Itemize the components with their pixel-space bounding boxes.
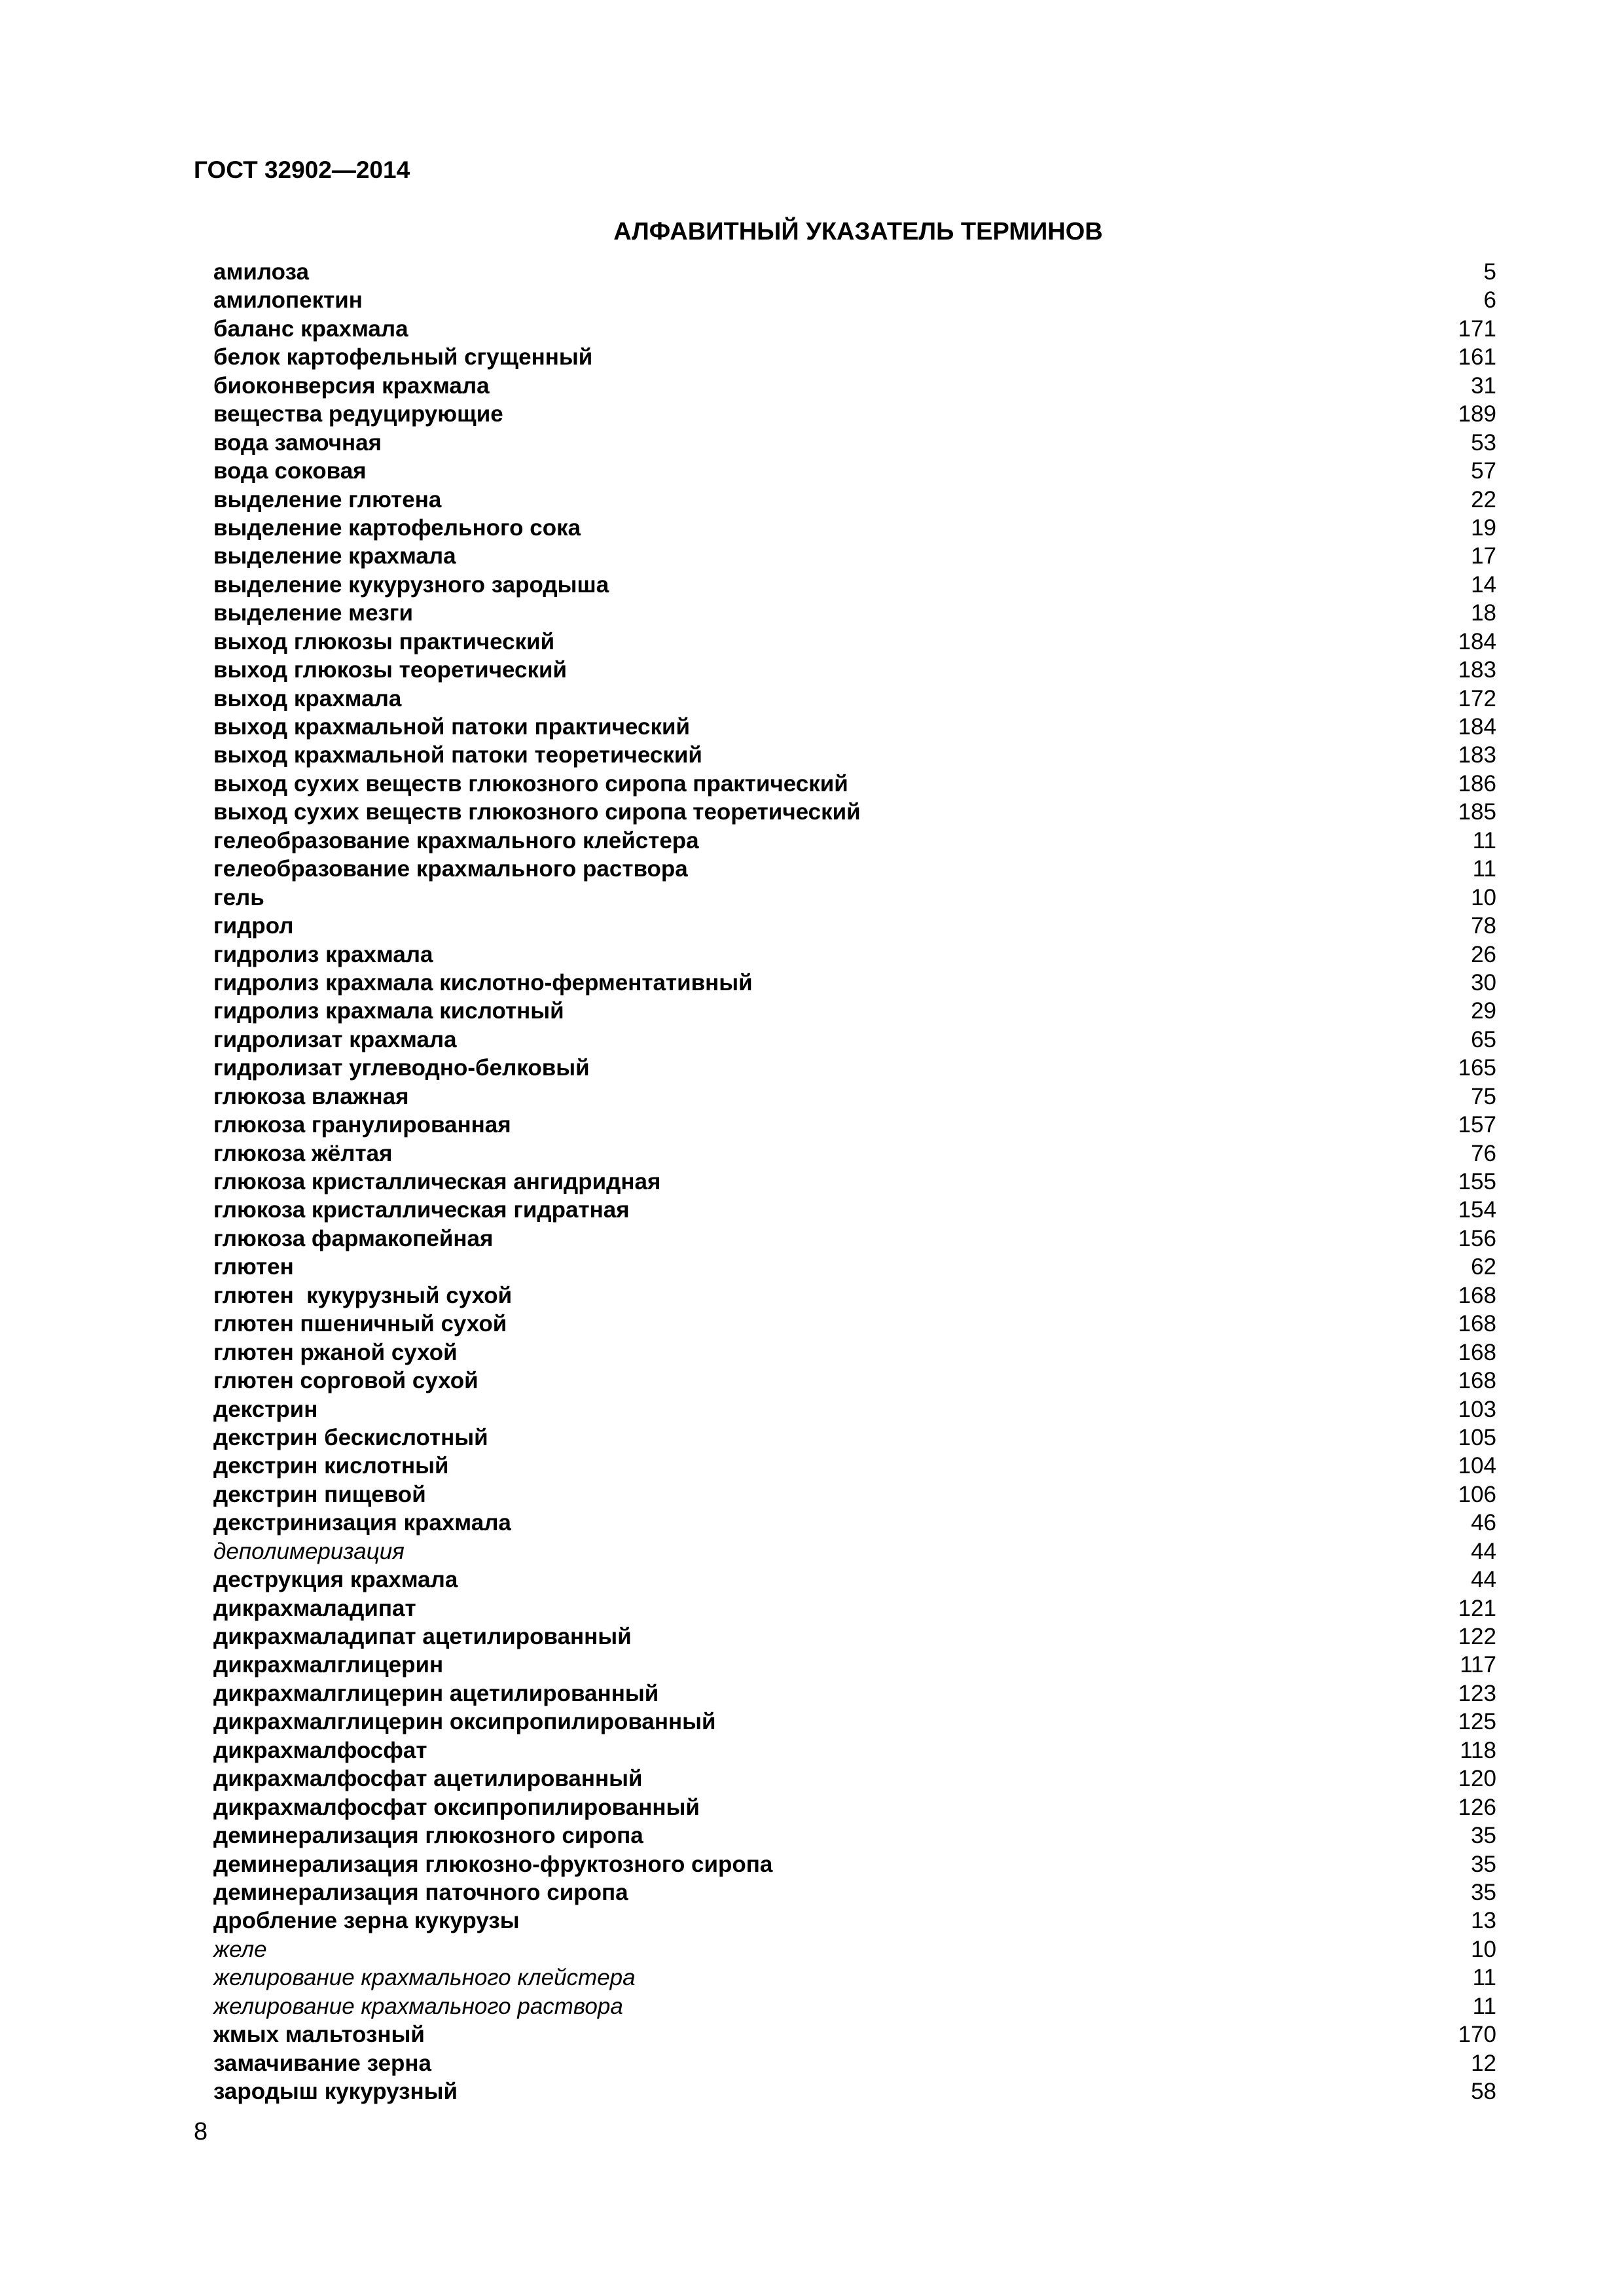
index-entry <box>213 1310 1496 1338</box>
index-entry <box>213 997 1496 1025</box>
index-entry <box>213 1026 1496 1054</box>
index-term: желирование крахмального раствора <box>213 1993 623 2019</box>
index-term: глюкоза кристаллическая ангидридная <box>213 1169 661 1194</box>
index-entry <box>213 1338 1496 1367</box>
index-title: АЛФАВИТНЫЙ УКАЗАТЕЛЬ ТЕРМИНОВ <box>613 218 1103 245</box>
index-term-page: 105 <box>1458 1424 1496 1450</box>
index-term: выход крахмальной патоки практический <box>213 714 691 740</box>
index-term-page: 35 <box>1471 1851 1496 1877</box>
index-term: гель <box>213 884 264 910</box>
index-entry <box>213 770 1496 798</box>
index-entry <box>213 542 1496 570</box>
index-term: выделение глютена <box>213 486 442 512</box>
index-term-page: 65 <box>1471 1026 1496 1052</box>
index-entry <box>213 599 1496 627</box>
index-term: вода замочная <box>213 429 382 456</box>
index-term: жмых мальтозный <box>213 2022 425 2048</box>
term-index-list <box>213 258 1496 2106</box>
index-term-page: 35 <box>1471 1879 1496 1905</box>
index-entry <box>213 1907 1496 1935</box>
index-entry <box>213 1878 1496 1907</box>
index-term-page: 6 <box>1483 287 1496 314</box>
index-term-page: 29 <box>1471 998 1496 1024</box>
index-entry <box>213 571 1496 599</box>
index-term: гидролиз крахмала <box>213 941 433 967</box>
index-term-page: 18 <box>1471 600 1496 626</box>
index-entry <box>213 741 1496 769</box>
index-term-page: 57 <box>1471 458 1496 484</box>
index-entry <box>213 2020 1496 2049</box>
index-term-page: 170 <box>1458 2022 1496 2048</box>
index-term: зародыш кукурузный <box>213 2079 458 2104</box>
index-entry <box>213 1054 1496 1082</box>
index-entry <box>213 2049 1496 2077</box>
index-entry <box>213 1821 1496 1850</box>
index-term-page: 168 <box>1458 1368 1496 1394</box>
index-term: выход глюкозы теоретический <box>213 657 568 683</box>
index-term-page: 106 <box>1458 1481 1496 1507</box>
index-term: амилоза <box>213 259 309 285</box>
index-term-page: 183 <box>1458 657 1496 683</box>
index-term: выделение крахмала <box>213 543 456 569</box>
index-entry <box>213 827 1496 855</box>
index-entry <box>213 1282 1496 1310</box>
index-term-page: 10 <box>1471 1936 1496 1962</box>
index-term: дикрахмаладипат ацетилированный <box>213 1624 632 1649</box>
index-entry <box>213 1424 1496 1452</box>
index-term: декстрин бескислотный <box>213 1424 488 1450</box>
index-entry <box>213 258 1496 286</box>
index-entry <box>213 486 1496 514</box>
index-term-page: 13 <box>1471 1908 1496 1934</box>
index-term: дикрахмалглицерин <box>213 1652 444 1678</box>
index-entry <box>213 656 1496 684</box>
index-entry <box>213 1708 1496 1736</box>
document-code: ГОСТ 32902—2014 <box>194 156 410 183</box>
index-term-page: 168 <box>1458 1282 1496 1308</box>
index-entry <box>213 2077 1496 2106</box>
index-term-page: 168 <box>1458 1339 1496 1365</box>
index-term-page: 121 <box>1458 1595 1496 1621</box>
index-entry <box>213 1623 1496 1651</box>
index-entry <box>213 429 1496 457</box>
index-term-page: 125 <box>1458 1709 1496 1735</box>
index-entry <box>213 457 1496 485</box>
index-entry <box>213 1992 1496 2020</box>
index-entry <box>213 628 1496 656</box>
index-term-page: 118 <box>1460 1737 1496 1763</box>
index-term: дикрахмалфосфат оксипропилированный <box>213 1794 700 1820</box>
index-entry <box>213 1395 1496 1424</box>
index-term-page: 117 <box>1460 1652 1496 1678</box>
index-entry <box>213 514 1496 542</box>
index-term: дикрахмалфосфат <box>213 1737 427 1763</box>
index-term: гидролиз крахмала кислотно-ферментативный <box>213 969 753 996</box>
index-term: баланс крахмала <box>213 315 408 342</box>
index-term-page: 168 <box>1458 1311 1496 1337</box>
index-term: глюкоза фармакопейная <box>213 1225 494 1251</box>
index-term: деполимеризация <box>213 1538 405 1564</box>
index-term-page: 53 <box>1471 429 1496 456</box>
index-entry <box>213 286 1496 314</box>
index-term: выделение картофельного сока <box>213 514 581 541</box>
index-term: глюкоза гранулированная <box>213 1112 511 1138</box>
index-term: выход крахмала <box>213 685 402 711</box>
index-term-page: 122 <box>1458 1624 1496 1649</box>
index-entry <box>213 1168 1496 1196</box>
index-entry <box>213 1480 1496 1509</box>
index-term-page: 165 <box>1458 1055 1496 1081</box>
index-term-page: 103 <box>1458 1396 1496 1422</box>
index-term: глютен ржаной сухой <box>213 1339 458 1365</box>
index-term: глюкоза влажная <box>213 1083 409 1109</box>
index-term: вещества редуцирующие <box>213 401 503 427</box>
index-term: дикрахмаладипат <box>213 1595 416 1621</box>
index-term-page: 126 <box>1458 1794 1496 1820</box>
index-entry <box>213 1537 1496 1566</box>
index-term-page: 46 <box>1471 1510 1496 1536</box>
index-term-page: 12 <box>1471 2050 1496 2076</box>
index-term-page: 156 <box>1458 1225 1496 1251</box>
index-entry <box>213 912 1496 940</box>
index-entry <box>213 1083 1496 1111</box>
index-entry <box>213 855 1496 883</box>
index-term-page: 62 <box>1471 1254 1496 1280</box>
index-entry <box>213 1964 1496 1992</box>
index-term: деминерализация глюкозно-фруктозного сиропа <box>213 1851 773 1877</box>
index-term-page: 123 <box>1458 1680 1496 1706</box>
index-term-page: 19 <box>1471 514 1496 541</box>
index-term: декстрин <box>213 1396 318 1422</box>
index-entry <box>213 1111 1496 1139</box>
index-entry <box>213 1736 1496 1765</box>
index-term: декстринизация крахмала <box>213 1510 511 1536</box>
index-term-page: 78 <box>1471 913 1496 939</box>
index-term: выделение кукурузного зародыша <box>213 571 609 598</box>
index-term-page: 76 <box>1471 1140 1496 1166</box>
index-term: выход сухих веществ глюкозного сиропа практический <box>213 770 848 797</box>
index-term: декстрин пищевой <box>213 1481 426 1507</box>
index-term-page: 184 <box>1458 628 1496 655</box>
index-term: декстрин кислотный <box>213 1453 449 1479</box>
page-number: 8 <box>194 2118 208 2145</box>
index-term: замачивание зерна <box>213 2050 432 2076</box>
index-term: глютен <box>213 1254 294 1280</box>
index-term-page: 10 <box>1471 884 1496 910</box>
index-entry <box>213 1566 1496 1594</box>
index-entry <box>213 969 1496 997</box>
index-term-page: 58 <box>1471 2079 1496 2104</box>
index-entry <box>213 1225 1496 1253</box>
index-term-page: 26 <box>1471 941 1496 967</box>
index-entry <box>213 1196 1496 1224</box>
index-term: дикрахмалфосфат ацетилированный <box>213 1766 643 1792</box>
index-term-page: 155 <box>1458 1169 1496 1194</box>
index-term-page: 30 <box>1471 969 1496 996</box>
index-entry <box>213 1765 1496 1793</box>
index-entry <box>213 1679 1496 1708</box>
index-entry <box>213 1850 1496 1878</box>
index-term: гелеобразование крахмального клейстера <box>213 827 699 853</box>
index-entry <box>213 685 1496 713</box>
index-term: гидролиз крахмала кислотный <box>213 998 564 1024</box>
index-entry <box>213 315 1496 343</box>
index-term-page: 183 <box>1458 742 1496 768</box>
index-term-page: 44 <box>1471 1538 1496 1564</box>
index-term: деструкция крахмала <box>213 1567 458 1593</box>
index-entry <box>213 798 1496 826</box>
index-term-page: 75 <box>1471 1083 1496 1109</box>
index-term: гидрол <box>213 913 294 939</box>
index-entry <box>213 400 1496 428</box>
index-term-page: 189 <box>1458 401 1496 427</box>
index-term: деминерализация паточного сиропа <box>213 1879 628 1905</box>
index-entry <box>213 884 1496 912</box>
index-term-page: 11 <box>1472 1993 1496 2019</box>
index-term: глютен сорговой сухой <box>213 1368 478 1394</box>
index-term: амилопектин <box>213 287 363 314</box>
index-term: выход сухих веществ глюкозного сиропа теоретический <box>213 799 861 825</box>
index-term-page: 31 <box>1471 372 1496 399</box>
index-entry <box>213 941 1496 969</box>
index-term-page: 17 <box>1471 543 1496 569</box>
index-term-page: 14 <box>1471 571 1496 598</box>
index-term-page: 154 <box>1458 1197 1496 1223</box>
index-entry <box>213 1509 1496 1537</box>
index-entry <box>213 1139 1496 1168</box>
index-term: глютен кукурузный сухой <box>213 1282 513 1308</box>
index-entry <box>213 1651 1496 1679</box>
index-term: желирование крахмального клейстера <box>213 1965 636 1991</box>
index-term-page: 185 <box>1458 799 1496 825</box>
index-term: гидролизат крахмала <box>213 1026 457 1052</box>
index-term-page: 44 <box>1471 1567 1496 1593</box>
index-term: выделение мезги <box>213 600 414 626</box>
index-term-page: 120 <box>1458 1766 1496 1792</box>
index-term: желе <box>213 1936 267 1962</box>
index-term-page: 172 <box>1458 685 1496 711</box>
index-term: деминерализация глюкозного сиропа <box>213 1823 643 1849</box>
index-term: белок картофельный сгущенный <box>213 344 593 370</box>
index-entry <box>213 1793 1496 1821</box>
index-term: глюкоза кристаллическая гидратная <box>213 1197 630 1223</box>
index-term-page: 184 <box>1458 714 1496 740</box>
index-term: выход глюкозы практический <box>213 628 555 655</box>
index-term: гелеобразование крахмального раствора <box>213 856 688 882</box>
index-term-page: 186 <box>1458 770 1496 797</box>
index-entry <box>213 1594 1496 1623</box>
index-entry <box>213 372 1496 400</box>
index-term-page: 22 <box>1471 486 1496 512</box>
index-entry <box>213 1367 1496 1395</box>
index-term: дикрахмалглицерин оксипропилированный <box>213 1709 716 1735</box>
index-term: глюкоза жёлтая <box>213 1140 393 1166</box>
index-term-page: 11 <box>1472 1965 1496 1991</box>
index-entry <box>213 1253 1496 1281</box>
index-term-page: 11 <box>1472 827 1496 853</box>
index-term: дикрахмалглицерин ацетилированный <box>213 1680 659 1706</box>
index-entry <box>213 1935 1496 1964</box>
index-term: биоконверсия крахмала <box>213 372 490 399</box>
index-term-page: 104 <box>1458 1453 1496 1479</box>
index-entry <box>213 713 1496 741</box>
index-term: дробление зерна кукурузы <box>213 1908 520 1934</box>
index-term-page: 5 <box>1483 259 1496 285</box>
index-term: вода соковая <box>213 458 367 484</box>
index-term: гидролизат углеводно-белковый <box>213 1055 590 1081</box>
index-entry <box>213 343 1496 371</box>
index-term: глютен пшеничный сухой <box>213 1311 507 1337</box>
index-term-page: 35 <box>1471 1823 1496 1849</box>
index-term-page: 171 <box>1458 315 1496 342</box>
index-term-page: 157 <box>1458 1112 1496 1138</box>
index-entry <box>213 1452 1496 1480</box>
index-term-page: 11 <box>1472 856 1496 882</box>
index-term: выход крахмальной патоки теоретический <box>213 742 702 768</box>
index-term-page: 161 <box>1458 344 1496 370</box>
